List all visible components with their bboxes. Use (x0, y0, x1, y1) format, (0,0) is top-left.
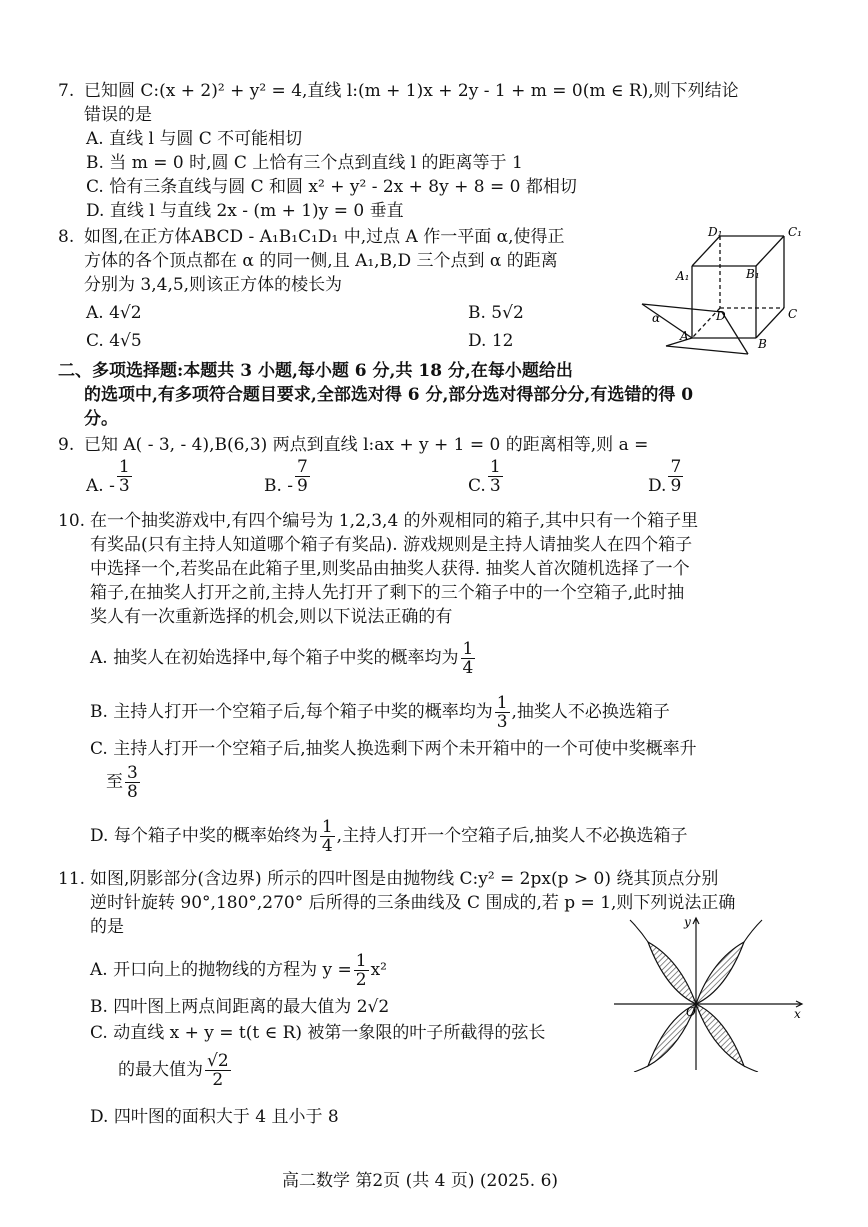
denominator: 3 (118, 476, 130, 496)
label-b1: B₁ (746, 267, 760, 281)
label-a1: A₁ (676, 269, 690, 283)
denominator: 4 (321, 836, 333, 856)
question-10-stem-line-3: 中选择一个,若奖品在此箱子里,则奖品由抽奖人获得. 抽奖人首次随机选择了一个 (90, 559, 690, 579)
question-9-stem: 已知 A( - 3, - 4),B(6,3) 两点到直线 l:ax + y + 1 = 0 的距离相等,则 a = (84, 435, 649, 455)
question-10-option-a (90, 640, 477, 677)
numerator: 1 (496, 693, 508, 713)
option-d-tail: ,主持人打开一个空箱子后,抽奖人不必换选箱子 (336, 826, 688, 846)
option-c-fraction (125, 764, 140, 801)
question-10-option-b (90, 694, 670, 731)
question-7-option-d: D. 直线 l 与直线 2x - (m + 1)y = 0 垂直 (86, 201, 404, 221)
denominator: 4 (462, 658, 474, 678)
question-9-option-a (86, 458, 134, 495)
numerator: 1 (462, 639, 474, 659)
axis-y-label: y (684, 915, 691, 929)
question-10-stem-line-1: 在一个抽奖游戏中,有四个编号为 1,2,3,4 的外观相同的箱子,其中只有一个箱子里 (90, 511, 699, 531)
origin-label: O (686, 1005, 696, 1019)
question-7-option-b: B. 当 m = 0 时,圆 C 上恰有三个点到直线 l 的距离等于 1 (86, 153, 523, 173)
option-d-fraction (320, 818, 335, 855)
option-a-fraction (117, 458, 132, 495)
option-b-fraction (295, 458, 310, 495)
question-11-option-b: B. 四叶图上两点间距离的最大值为 2√2 (90, 997, 390, 1017)
denominator: 2 (212, 1070, 224, 1090)
question-7-stem-line-2: 错误的是 (84, 105, 152, 125)
question-7-option-a: A. 直线 l 与圆 C 不可能相切 (86, 129, 303, 149)
section-2-header-line-1: 二、多项选择题:本题共 3 小题,每小题 6 分,共 18 分,在每小题给出 (58, 361, 573, 381)
option-a-label: A. - (86, 476, 115, 496)
four-leaf-figure (612, 912, 812, 1072)
question-8-stem-line-3: 分别为 3,4,5,则该正方体的棱长为 (84, 275, 343, 295)
question-8-option-c: C. 4√5 (86, 331, 142, 351)
option-b-text: B. 主持人打开一个空箱子后,每个箱子中奖的概率均为 (90, 702, 493, 722)
question-10-stem-line-2: 有奖品(只有主持人知道哪个箱子有奖品). 游戏规则是主持人请抽奖人在四个箱子 (90, 535, 693, 555)
question-11-stem-line-1: 如图,阴影部分(含边界) 所示的四叶图是由抛物线 C:y² = 2px(p > 0) 绕其顶点分别 (90, 869, 719, 889)
numerator: 1 (355, 951, 367, 971)
leaf-quadrant-1 (696, 942, 744, 1004)
question-8-option-a: A. 4√2 (86, 303, 142, 323)
question-9-option-d (648, 458, 685, 495)
question-10-option-c-line-2 (106, 764, 142, 801)
question-10-stem-line-4: 箱子,在抽奖人打开之前,主持人先打开了剩下的三个箱子中的一个空箱子,此时抽 (90, 583, 685, 603)
numerator: 7 (670, 457, 682, 477)
option-b-label: B. - (264, 476, 294, 496)
numerator: √2 (207, 1051, 229, 1071)
leaf-quadrant-2 (648, 942, 696, 1004)
denominator: 9 (670, 476, 682, 496)
question-8-option-b: B. 5√2 (468, 303, 524, 323)
label-d1: D₁ (708, 225, 723, 239)
label-a: A (680, 329, 689, 343)
option-a-tail: x² (370, 960, 387, 980)
question-8-number: 8. (58, 227, 75, 247)
question-7-number: 7. (58, 81, 75, 101)
question-9-option-b (264, 458, 312, 495)
question-9-option-c (468, 458, 505, 495)
label-c: C (788, 307, 798, 321)
option-c-text: 至 (106, 772, 123, 792)
numerator: 7 (297, 457, 308, 477)
label-alpha: α (652, 311, 661, 325)
denominator: 3 (496, 712, 508, 732)
question-11-option-c-line-2 (118, 1052, 233, 1089)
option-a-fraction (461, 640, 476, 677)
option-b-tail: ,抽奖人不必换选箱子 (511, 702, 670, 722)
question-11-stem-line-2: 逆时针旋转 90°,180°,270° 后所得的三条曲线及 C 围成的,若 p = 1,则下列说法正确 (90, 893, 736, 913)
denominator: 8 (127, 782, 138, 802)
label-d: D (716, 309, 726, 323)
question-11-option-d: D. 四叶图的面积大于 4 且小于 8 (90, 1107, 339, 1127)
numerator: 1 (118, 457, 130, 477)
cube-figure (636, 222, 806, 357)
option-a-text: A. 抽奖人在初始选择中,每个箱子中奖的概率均为 (90, 648, 459, 668)
label-b: B (758, 337, 767, 351)
question-8-stem-line-1: 如图,在正方体ABCD - A₁B₁C₁D₁ 中,过点 A 作一平面 α,使得正 (84, 227, 565, 247)
numerator: 3 (127, 763, 138, 783)
label-c1: C₁ (788, 225, 802, 239)
option-c-fraction (488, 458, 503, 495)
question-7-stem-line-1: 已知圆 C:(x + 2)² + y² = 4,直线 l:(m + 1)x + 2y - 1 + m = 0(m ∈ R),则下列结论 (84, 81, 739, 101)
question-11-number: 11. (58, 869, 86, 889)
axis-x-label: x (794, 1007, 801, 1021)
question-10-stem-line-5: 奖人有一次重新选择的机会,则以下说法正确的有 (90, 607, 453, 627)
option-c-label: C. (468, 476, 486, 496)
section-2-header-line-2: 的选项中,有多项符合题目要求,全部选对得 6 分,部分选对得部分分,有选错的得 0 (84, 385, 694, 405)
option-c-fraction (205, 1052, 231, 1089)
option-b-fraction (495, 694, 510, 731)
denominator: 9 (297, 476, 308, 496)
option-a-fraction (354, 952, 369, 989)
question-9-number: 9. (58, 435, 75, 455)
page-footer: 高二数学 第2页 (共 4 页) (2025. 6) (282, 1171, 559, 1191)
option-c-text: 的最大值为 (118, 1060, 203, 1080)
question-7-option-c: C. 恰有三条直线与圆 C 和圆 x² + y² - 2x + 8y + 8 = 0 都相切 (86, 177, 577, 197)
question-11-option-a (90, 952, 387, 989)
leaf-quadrant-4 (696, 1004, 744, 1066)
denominator: 3 (489, 476, 501, 496)
numerator: 1 (489, 457, 501, 477)
option-d-label: D. (648, 476, 667, 496)
denominator: 2 (355, 970, 367, 990)
option-a-text: A. 开口向上的抛物线的方程为 y = (90, 960, 352, 980)
question-8-option-d: D. 12 (468, 331, 514, 351)
numerator: 1 (321, 817, 333, 837)
section-2-header-line-3: 分。 (84, 409, 118, 429)
question-10-option-c-line-1: C. 主持人打开一个空箱子后,抽奖人换选剩下两个未开箱中的一个可使中奖概率升 (90, 739, 697, 759)
question-11-option-c-line-1: C. 动直线 x + y = t(t ∈ R) 被第一象限的叶子所截得的弦长 (90, 1023, 546, 1043)
question-8-stem-line-2: 方体的各个顶点都在 α 的同一侧,且 A₁,B,D 三个点到 α 的距离 (84, 251, 558, 271)
option-d-fraction (668, 458, 683, 495)
question-10-option-d (90, 818, 687, 855)
question-11-stem-line-3: 的是 (90, 917, 124, 937)
option-d-text: D. 每个箱子中奖的概率始终为 (90, 826, 318, 846)
question-10-number: 10. (58, 511, 86, 531)
